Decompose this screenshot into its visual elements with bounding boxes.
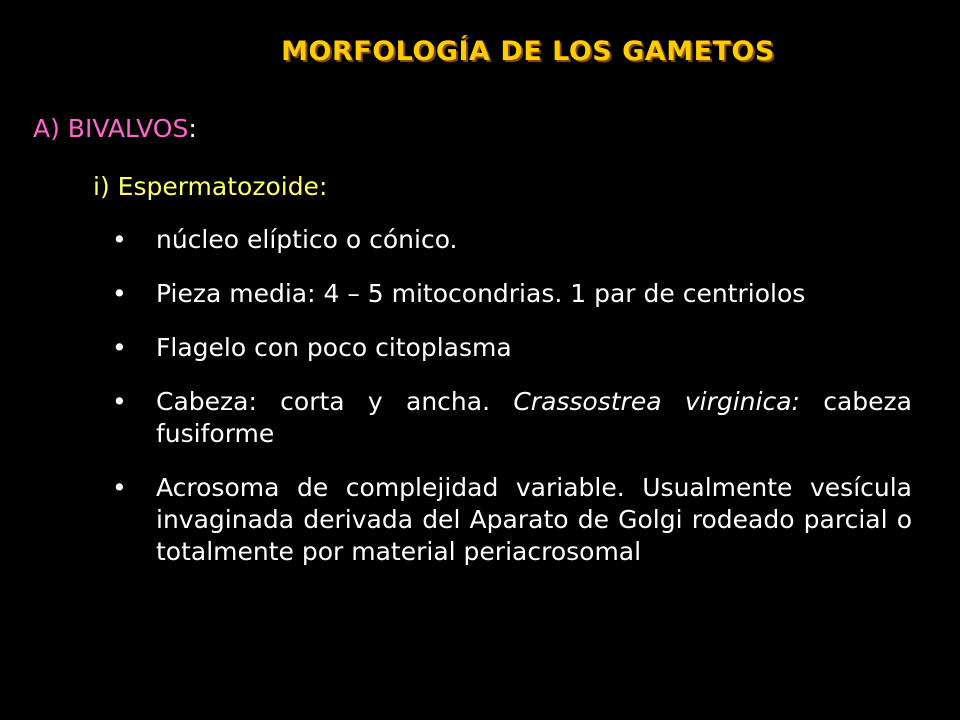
bullet-item-cabeza	[112, 386, 912, 450]
species-name: Crassostrea virginica:	[513, 387, 800, 416]
section-heading	[33, 114, 197, 143]
bullet-text: núcleo elíptico o cónico.	[156, 225, 458, 254]
bullet-list	[112, 224, 912, 592]
section-heading-text: A) BIVALVOS	[33, 114, 189, 143]
section-heading-colon: :	[188, 114, 197, 143]
bullet-item-acrosoma	[112, 472, 912, 568]
bullet-text-after: cabeza fusiforme	[156, 387, 913, 448]
bullet-item-nucleo	[112, 224, 912, 256]
bullet-icon: •	[112, 387, 127, 416]
bullet-text: Pieza media: 4 – 5 mitocondrias. 1 par de centriolos	[156, 279, 806, 308]
slide-title: MORFOLOGÍA DE LOS GAMETOS	[281, 36, 775, 67]
subsection-heading: i) Espermatozoide:	[93, 172, 328, 201]
bullet-icon: •	[112, 279, 127, 308]
bullet-item-flagelo	[112, 332, 912, 364]
bullet-item-pieza-media	[112, 278, 912, 310]
bullet-text: Flagelo con poco citoplasma	[156, 333, 512, 362]
bullet-icon: •	[112, 225, 127, 254]
bullet-text: Acrosoma de complejidad variable. Usualmente vesícula invaginada derivada del Aparato de Golgi rodeado parcial o totalmente por material periacrosomal	[156, 473, 912, 566]
bullet-text-before: Cabeza: corta y ancha.	[156, 387, 514, 416]
bullet-icon: •	[112, 473, 127, 502]
bullet-icon: •	[112, 333, 127, 362]
